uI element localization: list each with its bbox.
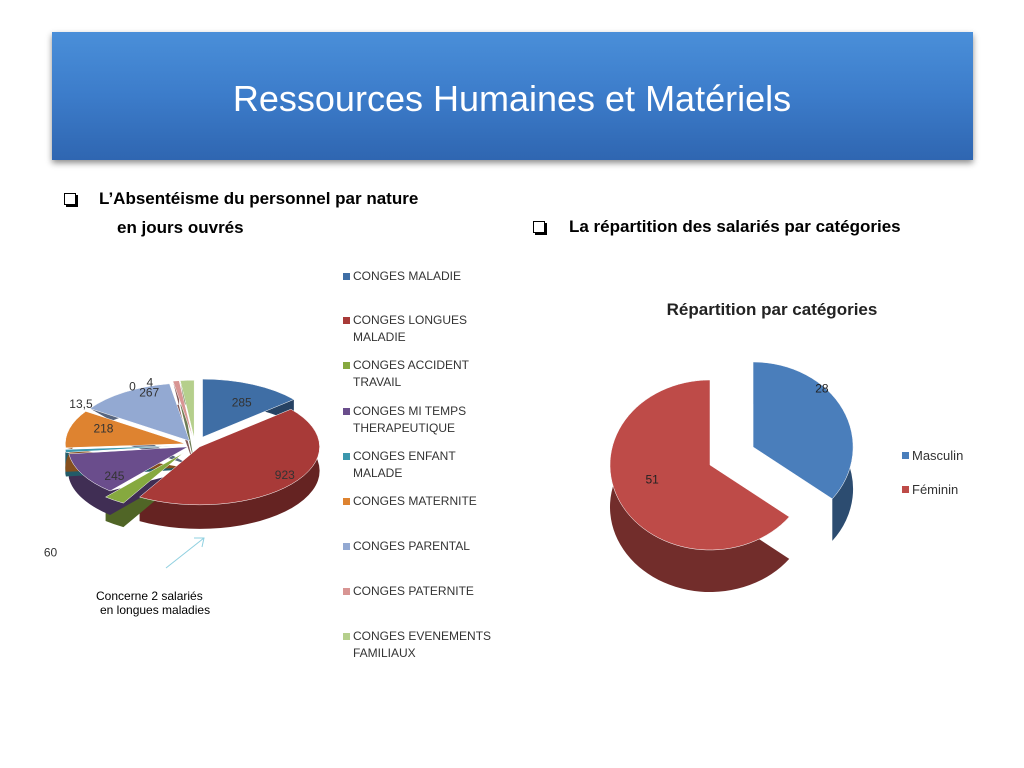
chart-title: Répartition par catégories [666, 300, 878, 319]
left-heading-line2: en jours ouvrés [117, 218, 244, 237]
data-label-f-minin: 51 [645, 472, 659, 487]
legend-item-conges-longues-maladie [353, 312, 503, 346]
legend-swatch [343, 498, 350, 505]
legend-item-conges-accident-travail [353, 357, 503, 391]
data-label-conges-maladie: 285 [231, 395, 252, 410]
legend-swatch-masculin [902, 452, 909, 459]
legend-swatch [343, 543, 350, 550]
data-label-conges-longues-maladie: 923 [274, 467, 295, 482]
data-label-conges-maternite: 218 [93, 421, 114, 436]
data-label-conges-evenements-familiaux: 4 [146, 375, 154, 390]
legend-label: CONGES PARENTAL [353, 539, 470, 553]
legend-item-conges-evenements-familiaux [353, 628, 503, 662]
note-arrow [160, 532, 220, 582]
legend-swatch [343, 317, 350, 324]
pie-slice-masculin [753, 362, 853, 499]
legend-label: CONGES ACCIDENT TRAVAIL [353, 358, 469, 389]
legend-item-conges-enfant-malade [353, 448, 503, 482]
legend-item-conges-maladie [353, 268, 503, 285]
legend-item-conges-parental [353, 538, 503, 555]
absence-pie-chart [43, 350, 340, 560]
legend-label-masculin: Masculin [912, 448, 964, 463]
data-label-conges-paternite: 0 [129, 379, 136, 394]
chart-note-line2: en longues maladies [100, 603, 211, 617]
data-label-conges-accident-travail: 60 [43, 545, 58, 560]
legend-swatch [343, 408, 350, 415]
legend-swatch [343, 362, 350, 369]
legend-item-conges-maternite [353, 493, 503, 510]
left-heading-line1: L’Absentéisme du personnel par nature [99, 189, 419, 208]
legend-label: CONGES EVENEMENTS FAMILIAUX [353, 629, 492, 660]
legend-label: CONGES LONGUES MALADIE [353, 313, 468, 344]
legend-swatch [343, 588, 350, 595]
data-label-conges-mi-temps-therapeutique: 245 [104, 468, 125, 483]
legend-swatch [343, 633, 350, 640]
legend-item-conges-paternite [353, 583, 503, 600]
legend-item-conges-mi-temps-therapeutique [353, 403, 503, 437]
legend-swatch [343, 453, 350, 460]
data-label-conges-enfant-malade: 13,5 [69, 396, 93, 411]
legend-label: CONGES MATERNITE [353, 494, 477, 508]
chart-note-line1: Concerne 2 salariés [96, 589, 203, 603]
legend-swatch [343, 273, 350, 280]
data-label-masculin: 28 [815, 381, 829, 396]
data-label-conges-parental: 267 [139, 385, 160, 400]
right-heading: La répartition des salariés par catégories [569, 217, 901, 236]
legend-label: CONGES ENFANT MALADE [353, 449, 456, 480]
legend-swatch-f-minin [902, 486, 909, 493]
legend-label-f-minin: Féminin [912, 482, 959, 497]
slide-title: Ressources Humaines et Matériels [232, 78, 792, 119]
legend-label: CONGES PATERNITE [353, 584, 474, 598]
categories-pie-chart [600, 290, 1000, 580]
bullet-checkbox-icon [533, 221, 545, 233]
legend-label: CONGES MI TEMPS THERAPEUTIQUE [353, 404, 467, 435]
bullet-checkbox-icon [64, 193, 76, 205]
legend-label: CONGES MALADIE [353, 269, 462, 283]
